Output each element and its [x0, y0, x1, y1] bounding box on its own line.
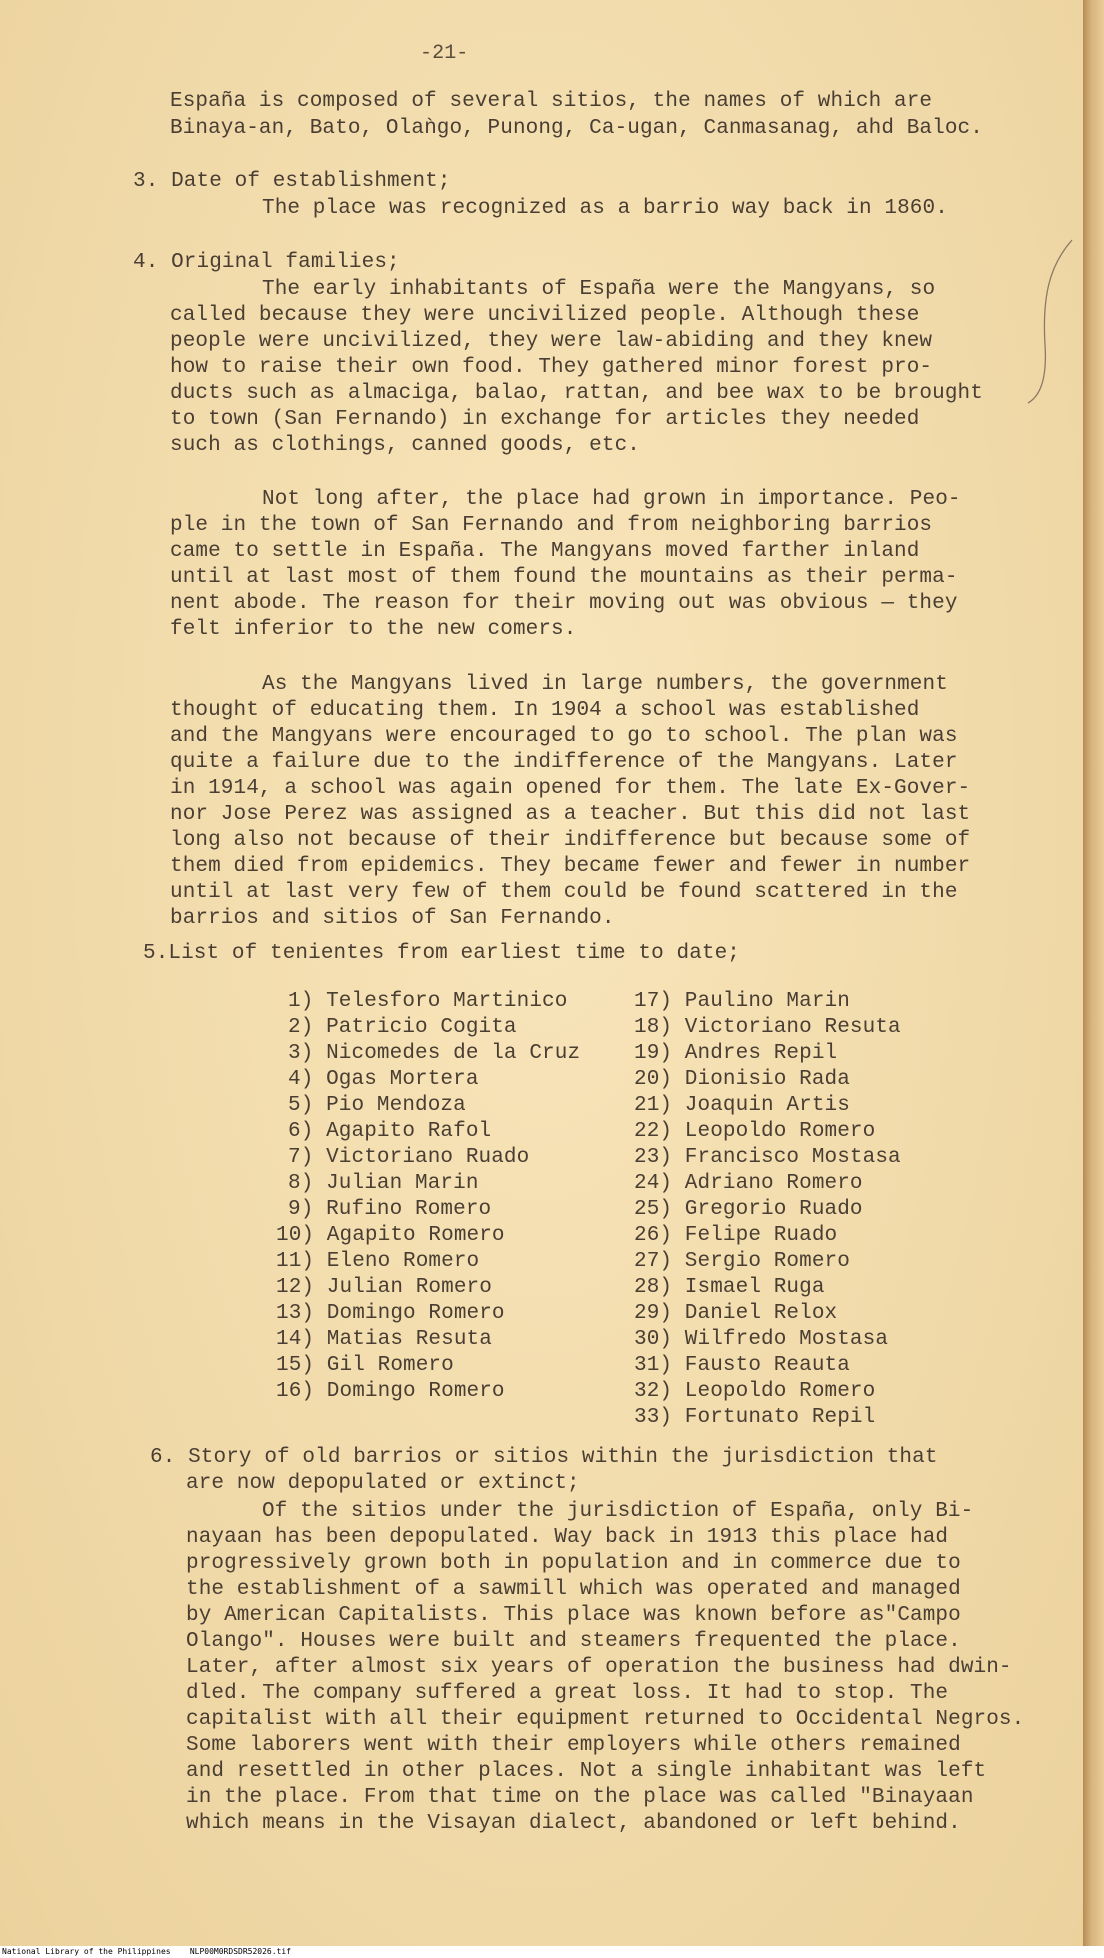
section4-para1-line: ducts such as almaciga, balao, rattan, and bee wax to be brought [170, 382, 983, 405]
teniente-item: 22) Leopoldo Romero [634, 1120, 876, 1143]
section6-para-line: Some laborers went with their employers while others remained [186, 1734, 961, 1757]
teniente-item: 7) Victoriano Ruado [288, 1146, 530, 1169]
section4-para3-line: in 1914, a school was again opened for them. The late Ex-Gover- [170, 777, 971, 800]
teniente-item: 1) Telesforo Martinico [288, 990, 568, 1013]
section6-para-line: Of the sitios under the jurisdiction of España, only Bi- [262, 1500, 974, 1523]
teniente-item: 25) Gregorio Ruado [634, 1198, 863, 1221]
teniente-item: 15) Gil Romero [276, 1354, 454, 1377]
section4-para3-line: until at last very few of them could be found scattered in the [170, 881, 958, 904]
teniente-item: 18) Victoriano Resuta [634, 1016, 901, 1039]
section4-para2-line: nent abode. The reason for their moving out was obvious — they [170, 592, 958, 615]
teniente-item: 12) Julian Romero [276, 1276, 492, 1299]
section6-heading: are now depopulated or extinct; [186, 1472, 580, 1495]
section4-para2-line: ple in the town of San Fernando and from neighboring barrios [170, 514, 933, 537]
section4-para1-line: how to raise their own food. They gathered minor forest pro- [170, 356, 933, 379]
teniente-item: 4) Ogas Mortera [288, 1068, 479, 1091]
page-number: -21- [420, 42, 469, 65]
footer-caption: National Library of the Philippines NLP00M0RDSDR52026.tif [2, 1947, 291, 1956]
section4-para2-line: until at last most of them found the mountains as their perma- [170, 566, 958, 589]
section6-para-line: in the place. From that time on the place was called "Binayaan [186, 1786, 974, 1809]
teniente-item: 19) Andres Repil [634, 1042, 838, 1065]
section5-heading: 5.List of tenientes from earliest time to date; [143, 942, 740, 965]
teniente-item: 33) Fortunato Repil [634, 1406, 876, 1429]
section6-para-line: and resettled in other places. Not a single inhabitant was left [186, 1760, 987, 1783]
section4-para3-line: long also not because of their indifference but because some of [170, 829, 971, 852]
section3-text: The place was recognized as a barrio way back in 1860. [262, 197, 948, 220]
section4-para1-line: such as clothings, canned goods, etc. [170, 434, 640, 457]
section6-heading: 6. Story of old barrios or sitios within the jurisdiction that [150, 1446, 938, 1469]
teniente-item: 29) Daniel Relox [634, 1302, 838, 1325]
teniente-item: 23) Francisco Mostasa [634, 1146, 901, 1169]
section4-para2-line: Not long after, the place had grown in importance. Peo- [262, 488, 961, 511]
intro-line: España is composed of several sitios, the names of which are [170, 90, 933, 113]
section6-para-line: capitalist with all their equipment returned to Occidental Negros. [186, 1708, 1025, 1731]
section4-para3-line: As the Mangyans lived in large numbers, the government [262, 673, 948, 696]
teniente-item: 11) Eleno Romero [276, 1250, 480, 1273]
section4-para3-line: thought of educating them. In 1904 a school was established [170, 699, 920, 722]
section4-para1-line: The early inhabitants of España were the Mangyans, so [262, 278, 936, 301]
teniente-item: 5) Pio Mendoza [288, 1094, 466, 1117]
section4-heading: 4. Original families; [133, 251, 400, 274]
section6-para-line: dled. The company suffered a great loss. It had to stop. The [186, 1682, 949, 1705]
section6-para-line: the establishment of a sawmill which was operated and managed [186, 1578, 961, 1601]
section6-para-line: Later, after almost six years of operation the business had dwin- [186, 1656, 1012, 1679]
margin-pencil-mark [1020, 235, 1080, 405]
section4-para3-line: them died from epidemics. They became fewer and fewer in number [170, 855, 971, 878]
section4-para3-line: nor Jose Perez was assigned as a teacher. But this did not last [170, 803, 971, 826]
teniente-item: 17) Paulino Marin [634, 990, 850, 1013]
teniente-item: 9) Rufino Romero [288, 1198, 492, 1221]
teniente-item: 13) Domingo Romero [276, 1302, 505, 1325]
section6-para-line: which means in the Visayan dialect, abandoned or left behind. [186, 1812, 961, 1835]
intro-line: Binaya-an, Bato, Olaǹgo, Punong, Ca-ugan, Canmasanag, ahd Baloc. [170, 117, 983, 140]
teniente-item: 31) Fausto Reauta [634, 1354, 850, 1377]
section4-para3-line: quite a failure due to the indifference of the Mangyans. Later [170, 751, 958, 774]
section4-para1-line: people were uncivilized, they were law-abiding and they knew [170, 330, 933, 353]
section3-heading: 3. Date of establishment; [133, 170, 451, 193]
section6-para-line: Olango". Houses were built and steamers frequented the place. [186, 1630, 961, 1653]
section6-para-line: nayaan has been depopulated. Way back in 1913 this place had [186, 1526, 949, 1549]
teniente-item: 32) Leopoldo Romero [634, 1380, 876, 1403]
teniente-item: 26) Felipe Ruado [634, 1224, 838, 1247]
section4-para3-line: barrios and sitios of San Fernando. [170, 907, 615, 930]
teniente-item: 28) Ismael Ruga [634, 1276, 825, 1299]
page-edge [1083, 0, 1104, 1946]
section4-para1-line: called because they were uncivilized people. Although these [170, 304, 920, 327]
teniente-item: 8) Julian Marin [288, 1172, 479, 1195]
teniente-item: 20) Dionisio Rada [634, 1068, 850, 1091]
teniente-item: 14) Matias Resuta [276, 1328, 492, 1351]
section4-para1-line: to town (San Fernando) in exchange for articles they needed [170, 408, 920, 431]
teniente-item: 16) Domingo Romero [276, 1380, 505, 1403]
section6-para-line: progressively grown both in population and in commerce due to [186, 1552, 961, 1575]
teniente-item: 2) Patricio Cogita [288, 1016, 517, 1039]
teniente-item: 3) Nicomedes de la Cruz [288, 1042, 581, 1065]
section4-para2-line: felt inferior to the new comers. [170, 618, 577, 641]
section6-para-line: by American Capitalists. This place was known before as"Campo [186, 1604, 961, 1627]
section4-para2-line: came to settle in España. The Mangyans moved farther inland [170, 540, 920, 563]
section4-para3-line: and the Mangyans were encouraged to go to school. The plan was [170, 725, 958, 748]
teniente-item: 27) Sergio Romero [634, 1250, 850, 1273]
teniente-item: 6) Agapito Rafol [288, 1120, 492, 1143]
teniente-item: 21) Joaquin Artis [634, 1094, 850, 1117]
teniente-item: 10) Agapito Romero [276, 1224, 505, 1247]
teniente-item: 30) Wilfredo Mostasa [634, 1328, 889, 1351]
teniente-item: 24) Adriano Romero [634, 1172, 863, 1195]
